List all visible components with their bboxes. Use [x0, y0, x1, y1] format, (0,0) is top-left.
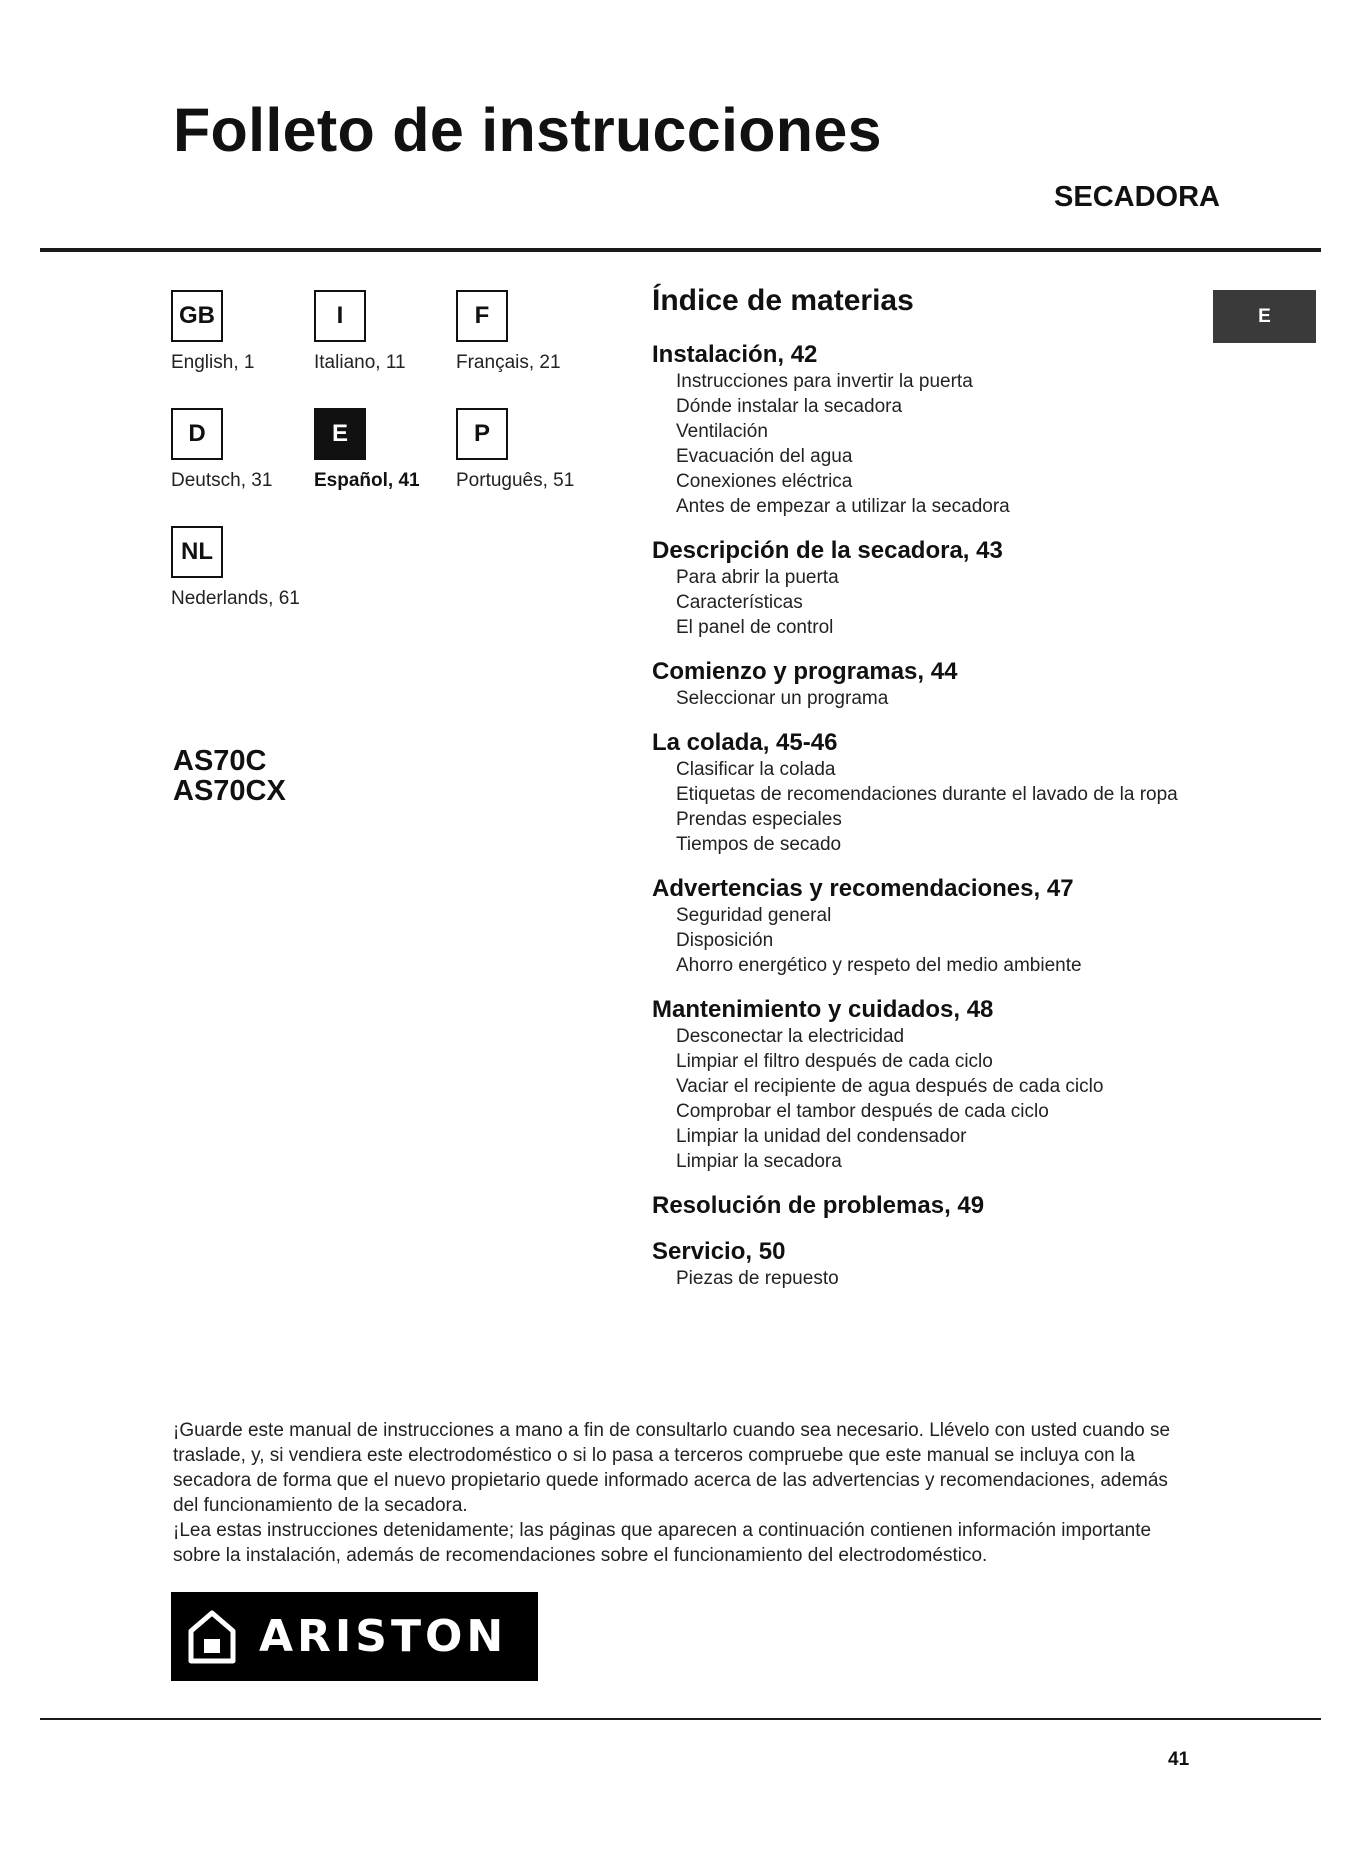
note-paragraph: ¡Guarde este manual de instrucciones a mano a fin de consultarlo cuando sea necesario. Llévelo con usted cuando se traslade, y, si vendiera este electrodoméstico o si lo pasa a terceros compruebe que este manual se incluya con la secadora de forma que el nuevo propietario quede informado acerca de las advertencias y recomendaciones, además del funcionamiento de la secadora.: [173, 1420, 1171, 1516]
toc-section-title[interactable]: Comienzo y programas, 44: [652, 658, 958, 685]
toc-item[interactable]: Comprobar el tambor después de cada ciclo: [676, 1101, 1049, 1122]
toc-item-list: [652, 757, 1212, 857]
bottom-divider: [40, 1718, 1321, 1720]
note-paragraph: ¡Lea estas instrucciones detenidamente; las páginas que aparecen a continuación contienen información importante sobre la instalación, además de recomendaciones sobre el funcionamiento del electrodoméstico.: [173, 1520, 1152, 1566]
lang-label: Italiano, 11: [314, 352, 406, 373]
toc-item[interactable]: El panel de control: [676, 617, 834, 638]
toc-item[interactable]: Vaciar el recipiente de agua después de cada ciclo: [676, 1076, 1104, 1097]
toc-item-list: [652, 1266, 1212, 1291]
toc-section-title[interactable]: Resolución de problemas, 49: [652, 1192, 985, 1219]
toc-item-list: [652, 686, 1212, 711]
lang-code-box[interactable]: GB: [171, 290, 223, 342]
toc-item[interactable]: Para abrir la puerta: [676, 567, 839, 588]
lang-label: Português, 51: [456, 470, 575, 491]
toc-item[interactable]: Conexiones eléctrica: [676, 471, 853, 492]
toc-item[interactable]: Seleccionar un programa: [676, 688, 889, 709]
lang-p[interactable]: [456, 408, 596, 492]
lang-f[interactable]: [456, 290, 596, 374]
toc-section-title[interactable]: Advertencias y recomendaciones, 47: [652, 875, 1074, 902]
lang-label: Nederlands, 61: [171, 588, 300, 609]
lang-nl[interactable]: [171, 526, 311, 610]
brand-name: ARISTON: [259, 1611, 508, 1662]
toc-item[interactable]: Características: [676, 592, 803, 613]
language-tab: E: [1213, 290, 1316, 343]
ariston-logo: [171, 1592, 538, 1681]
toc-item[interactable]: Tiempos de secado: [676, 834, 842, 855]
toc-section-title[interactable]: Instalación, 42: [652, 341, 818, 368]
toc-item[interactable]: Antes de empezar a utilizar la secadora: [676, 496, 1010, 517]
lang-d[interactable]: [171, 408, 311, 492]
toc-item[interactable]: Instrucciones para invertir la puerta: [676, 371, 973, 392]
lang-label: English, 1: [171, 352, 255, 373]
lang-code-box[interactable]: F: [456, 290, 508, 342]
lang-label: Français, 21: [456, 352, 561, 373]
toc-item[interactable]: Prendas especiales: [676, 809, 842, 830]
toc-item[interactable]: Clasificar la colada: [676, 759, 836, 780]
table-of-contents: [652, 283, 1212, 1309]
model-name: AS70C: [173, 745, 267, 777]
lang-label-active: Español, 41: [314, 470, 420, 491]
toc-item-list: [652, 369, 1212, 519]
toc-section: [652, 875, 1212, 978]
lang-gb[interactable]: [171, 290, 311, 374]
toc-section: [652, 1192, 1212, 1220]
toc-section-title[interactable]: Descripción de la secadora, 43: [652, 537, 1003, 564]
toc-item[interactable]: Piezas de repuesto: [676, 1268, 839, 1289]
toc-item-list: [652, 565, 1212, 640]
product-type: SECADORA: [1054, 181, 1220, 213]
toc-section: [652, 341, 1212, 519]
house-icon: [187, 1609, 237, 1665]
toc-section: [652, 729, 1212, 857]
toc-sections: [652, 341, 1212, 1291]
page-number: 41: [1168, 1749, 1190, 1770]
toc-item[interactable]: Seguridad general: [676, 905, 832, 926]
toc-section: [652, 1238, 1212, 1291]
toc-item[interactable]: Desconectar la electricidad: [676, 1026, 905, 1047]
top-divider: [40, 248, 1321, 252]
toc-item[interactable]: Dónde instalar la secadora: [676, 396, 903, 417]
model-name: AS70CX: [173, 775, 286, 807]
toc-item-list: [652, 903, 1212, 978]
toc-item[interactable]: Ventilación: [676, 421, 768, 442]
lang-e[interactable]: [314, 408, 454, 492]
toc-item-list: [652, 1024, 1212, 1174]
toc-section-title[interactable]: La colada, 45-46: [652, 729, 838, 756]
model-list: [173, 746, 286, 806]
usage-notes: [173, 1418, 1183, 1568]
toc-item[interactable]: Limpiar el filtro después de cada ciclo: [676, 1051, 993, 1072]
toc-item[interactable]: Limpiar la unidad del condensador: [676, 1126, 967, 1147]
lang-label: Deutsch, 31: [171, 470, 273, 491]
toc-section: [652, 537, 1212, 640]
toc-title: Índice de materias: [652, 284, 914, 317]
toc-section-title[interactable]: Servicio, 50: [652, 1238, 786, 1265]
lang-code-box[interactable]: P: [456, 408, 508, 460]
toc-section: [652, 996, 1212, 1174]
toc-item[interactable]: Etiquetas de recomendaciones durante el lavado de la ropa: [676, 784, 1178, 805]
toc-section-title[interactable]: Mantenimiento y cuidados, 48: [652, 996, 994, 1023]
toc-item[interactable]: Limpiar la secadora: [676, 1151, 842, 1172]
lang-code-box-active[interactable]: E: [314, 408, 366, 460]
lang-i[interactable]: [314, 290, 454, 374]
lang-code-box[interactable]: I: [314, 290, 366, 342]
toc-item[interactable]: Ahorro energético y respeto del medio ambiente: [676, 955, 1082, 976]
toc-item[interactable]: Disposición: [676, 930, 774, 951]
lang-code-box[interactable]: NL: [171, 526, 223, 578]
lang-code-box[interactable]: D: [171, 408, 223, 460]
page-title: Folleto de instrucciones: [173, 96, 882, 164]
toc-item[interactable]: Evacuación del agua: [676, 446, 853, 467]
toc-section: [652, 658, 1212, 711]
